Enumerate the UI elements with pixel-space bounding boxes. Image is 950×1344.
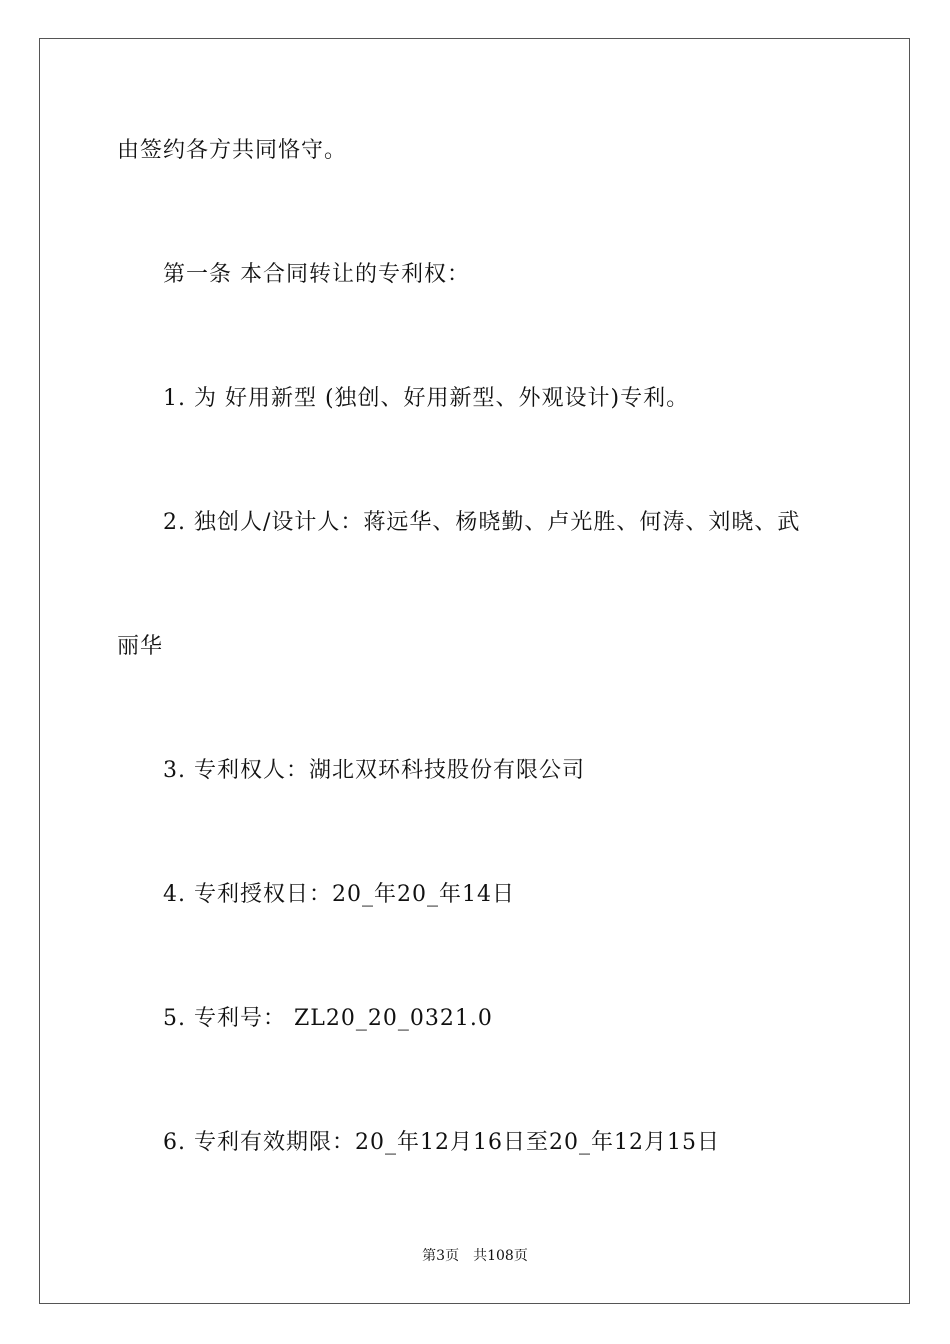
item-patent-type: 1. 为 好用新型 (独创、好用新型、外观设计)专利。 <box>163 386 690 411</box>
page-footer <box>0 1246 950 1266</box>
article-heading: 第一条 本合同转让的专利权： <box>163 262 470 287</box>
item-patent-number: 5. 专利号： ZL20_20_0321.0 <box>163 1006 493 1031</box>
item-patentee: 3. 专利权人：湖北双环科技股份有限公司 <box>163 758 585 783</box>
item-inventors: 2. 独创人/设计人：蒋远华、杨晓勤、卢光胜、何涛、刘晓、武 <box>163 510 801 535</box>
page-frame <box>39 38 910 1304</box>
page-number: 第3页 <box>422 1248 460 1264</box>
text-line-intro: 由签约各方共同恪守。 <box>117 138 348 163</box>
item-inventors-continued: 丽华 <box>117 634 164 659</box>
item-validity-period: 6. 专利有效期限：20_年12月16日至20_年12月15日 <box>163 1130 720 1155</box>
item-grant-date: 4. 专利授权日：20_年20_年14日 <box>163 882 515 907</box>
page-total: 共108页 <box>473 1248 528 1264</box>
